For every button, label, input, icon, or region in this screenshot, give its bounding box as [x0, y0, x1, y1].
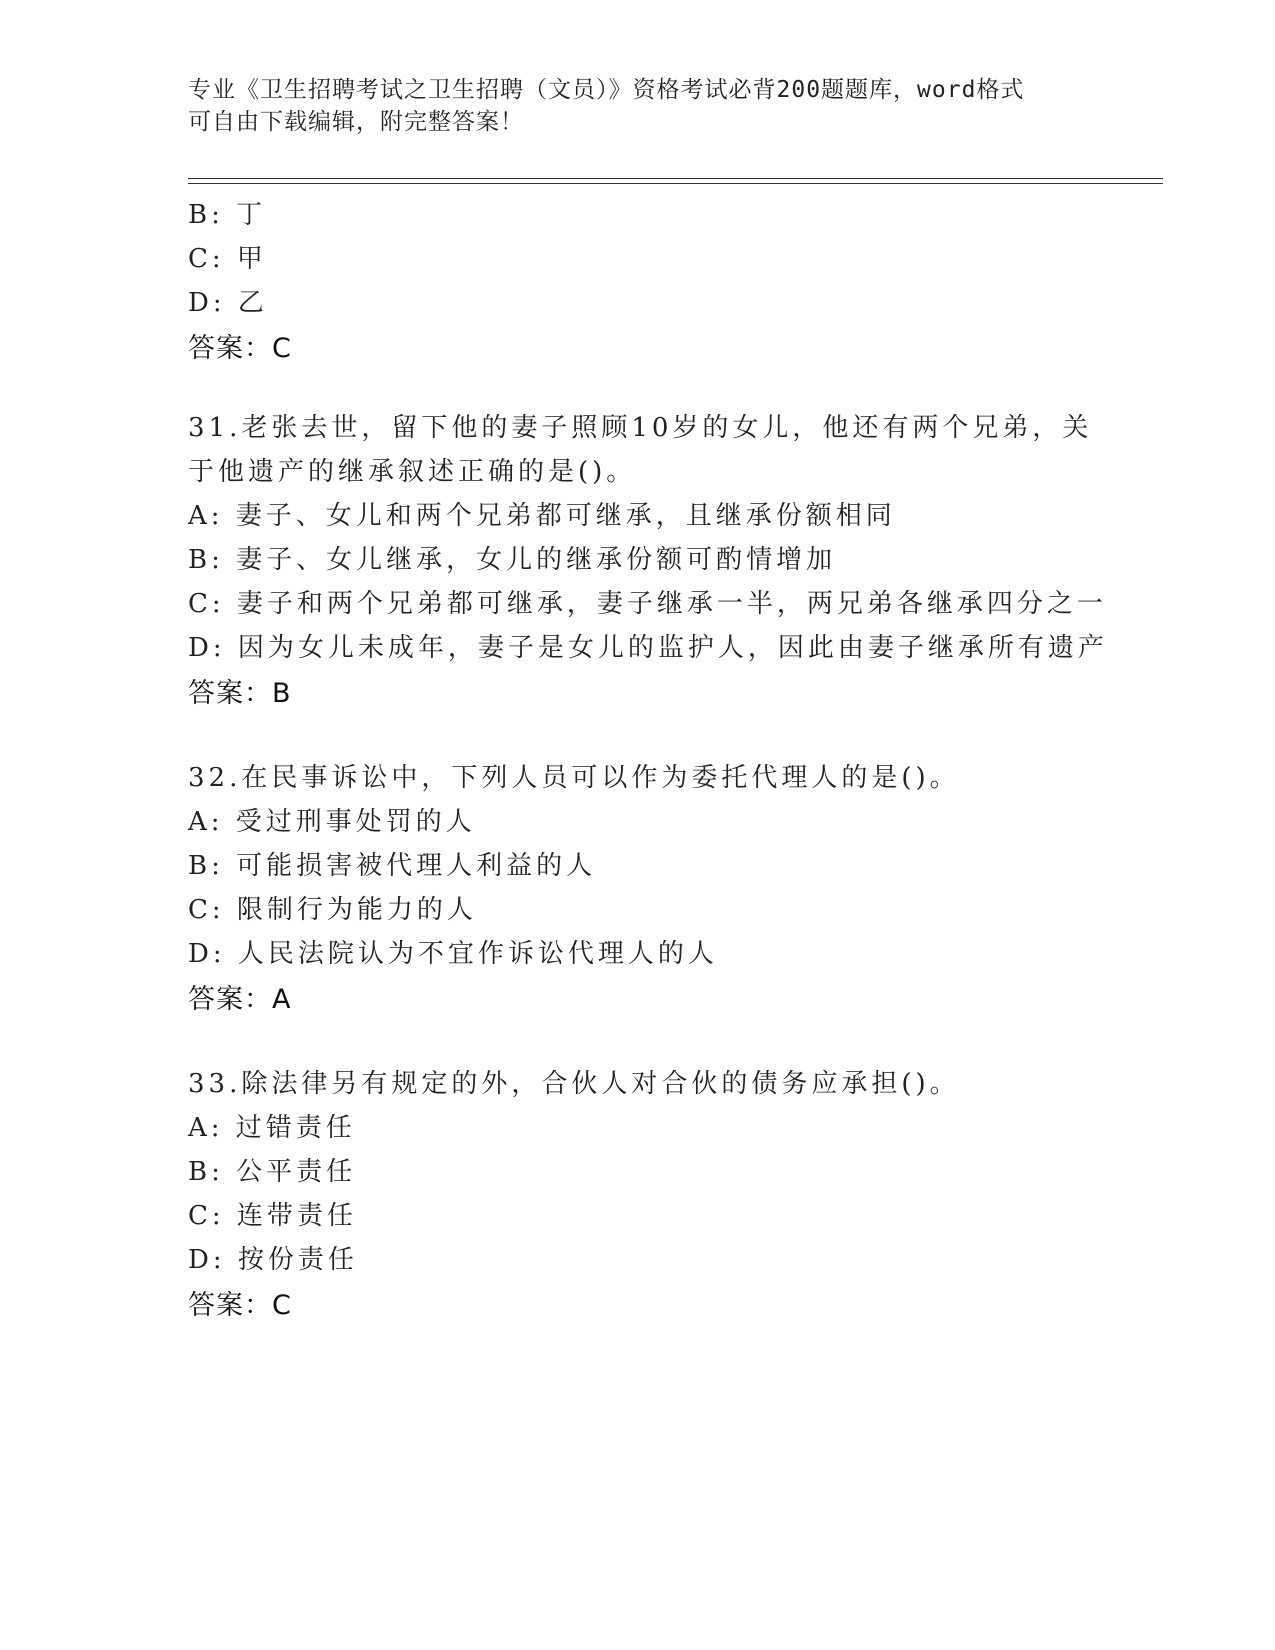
option-b: B: 妻子、女儿继承，女儿的继承份额可酌情增加: [188, 545, 837, 575]
header-line-1: 专业《卫生招聘考试之卫生招聘（文员）》资格考试必背200题题库，word格式: [188, 77, 1025, 103]
option-c: C: 妻子和两个兄弟都可继承，妻子继承一半，两兄弟各继承四分之一: [188, 589, 1107, 619]
option-d: D: 人民法院认为不宜作诉讼代理人的人: [188, 939, 718, 969]
option-b: B: 丁: [188, 200, 267, 230]
answer: 答案：C: [188, 333, 292, 364]
header-line-2: 可自由下载编辑，附完整答案！: [188, 109, 524, 135]
option-b: B: 可能损害被代理人利益的人: [188, 851, 597, 881]
option-d: D: 按份责任: [188, 1245, 358, 1275]
option-c: C: 甲: [188, 244, 267, 274]
answer: 答案：B: [188, 678, 292, 709]
question-32-stem: 32.在民事诉讼中，下列人员可以作为委托代理人的是()。: [188, 763, 960, 793]
option-c: C: 限制行为能力的人: [188, 895, 477, 925]
option-b: B: 公平责任: [188, 1157, 357, 1187]
header-divider-bottom: [188, 183, 1163, 184]
question-31-stem-cont: 于他遗产的继承叙述正确的是()。: [188, 457, 637, 487]
answer: 答案：A: [188, 984, 292, 1015]
question-33-stem: 33.除法律另有规定的外，合伙人对合伙的债务应承担()。: [188, 1069, 960, 1099]
option-d: D: 因为女儿未成年，妻子是女儿的监护人，因此由妻子继承所有遗产: [188, 633, 1108, 663]
document-header: [188, 74, 1068, 138]
header-divider-top: [188, 178, 1163, 179]
option-a: A: 受过刑事处罚的人: [188, 807, 476, 837]
option-a: A: 妻子、女儿和两个兄弟都可继承，且继承份额相同: [188, 501, 896, 531]
option-c: C: 连带责任: [188, 1201, 357, 1231]
answer: 答案：C: [188, 1290, 292, 1321]
option-a: A: 过错责任: [188, 1113, 356, 1143]
option-d: D: 乙: [188, 288, 268, 318]
question-31-stem: 31.老张去世，留下他的妻子照顾10岁的女儿，他还有两个兄弟，关: [188, 413, 1093, 443]
